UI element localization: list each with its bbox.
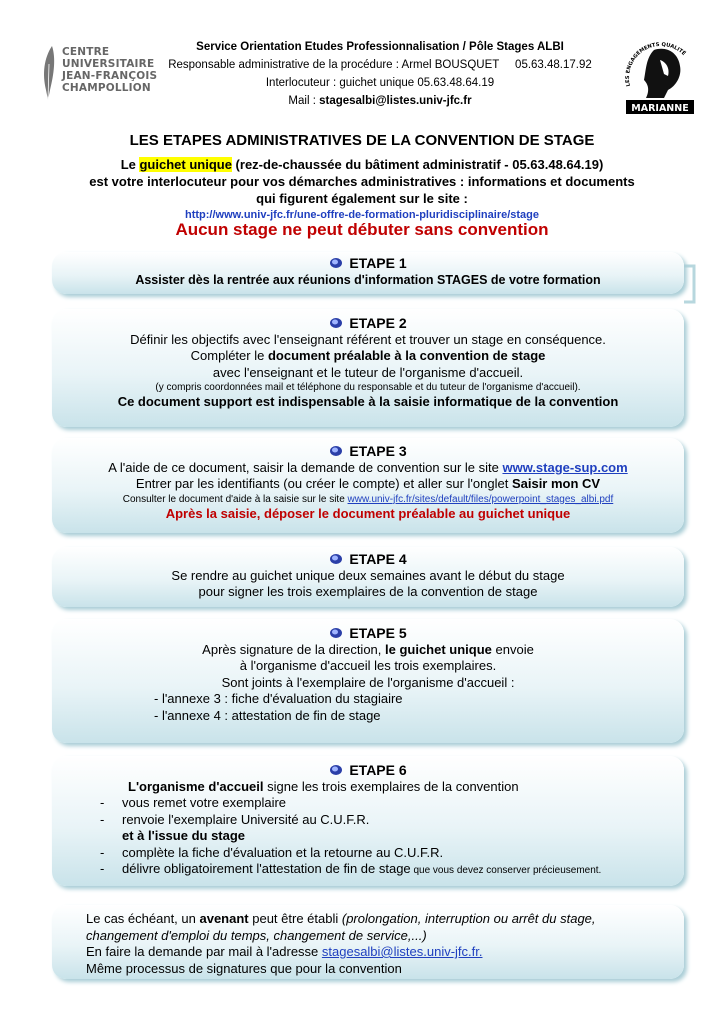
stage-sup-link[interactable]: www.stage-sup.com <box>502 459 628 475</box>
avenant-box <box>52 905 684 979</box>
mail-line <box>150 92 610 110</box>
step-3-line3-pre: Consulter le document d'aide à la saisie sur le site <box>122 493 348 505</box>
list-item: - vous remet votre exemplaire <box>100 795 287 810</box>
step-3-title: ETAPE 3 <box>349 443 407 459</box>
powerpoint-link[interactable]: www.univ-jfc.fr/sites/default/files/powerpoint_stages_albi.pdf <box>347 493 614 505</box>
step-bullet-icon <box>329 553 343 565</box>
avenant-line1-pre: Le cas échéant, un <box>86 911 200 926</box>
list-item: - l'annexe 4 : attestation de fin de stage <box>154 707 381 723</box>
step-1-heading <box>52 255 684 272</box>
marianne-logo <box>620 40 700 116</box>
list-item: - complète la fiche d'évaluation et la retourne au C.U.F.R. <box>100 844 444 860</box>
step-6-heading <box>52 762 684 779</box>
header <box>150 38 610 110</box>
guichet-highlight: guichet unique <box>139 157 232 172</box>
step-2-line2-bold: document préalable à la convention de stage <box>267 348 546 363</box>
warning-text: Aucun stage ne peut débuter sans convention <box>175 220 549 239</box>
intro-rest: (rez-de-chaussée du bâtiment administratif - 05.63.48.64.19) <box>231 157 604 172</box>
step-1-title: ETAPE 1 <box>349 255 407 271</box>
list-item: - délivre obligatoirement l'attestation de fin de stage que vous devez conserver précieusement. <box>100 861 602 876</box>
list-item-text: complète la fiche d'évaluation et la retourne au C.U.F.R. <box>122 844 444 860</box>
step-5-heading <box>52 625 684 642</box>
site-link[interactable]: http://www.univ-jfc.fr/une-offre-de-formation-pluridisciplinaire/stage <box>184 209 540 221</box>
intro-line3: qui figurent également sur le site : <box>256 191 468 206</box>
list-item-text: délivre obligatoirement l'attestation de fin de stage <box>122 861 411 876</box>
step-2-title: ETAPE 2 <box>349 315 407 331</box>
list-item-text: renvoie l'exemplaire Université au C.U.F.R. <box>122 811 370 827</box>
step-2-line1: Définir les objectifs avec l'enseignant référent et trouver un stage en conséquence. <box>130 331 606 347</box>
marianne-arc-text: LES ENGAGEMENTS QUALITÉ <box>624 41 687 87</box>
step-6-line1-bold: L'organisme d'accueil <box>128 778 264 794</box>
logo-text <box>62 46 157 94</box>
avenant-bold: avenant <box>199 911 249 926</box>
intro <box>30 156 694 224</box>
logo-line: UNIVERSITAIRE <box>62 58 155 70</box>
step-3-heading <box>52 443 684 460</box>
step-2-line2-pre: Compléter le <box>190 348 268 363</box>
step-2-line5: Ce document support est indispensable à la saisie informatique de la convention <box>117 394 619 409</box>
step-5-line1-post: envoie <box>491 641 534 657</box>
step-bullet-icon <box>329 627 343 639</box>
step-bullet-icon <box>329 257 343 269</box>
step-3-line1-pre: A l'aide de ce document, saisir la demande de convention sur le site <box>108 459 503 475</box>
step-4-heading <box>52 551 684 568</box>
intro-pre: Le <box>120 157 140 172</box>
step-4-title: ETAPE 4 <box>349 551 407 567</box>
avenant-line1-italic: (prolongation, interruption ou arrêt du stage, <box>341 911 596 926</box>
intro-line2: est votre interlocuteur pour vos démarches administratives : informations et documents <box>89 174 635 189</box>
list-item: - l'annexe 3 : fiche d'évaluation du stagiaire <box>154 691 403 706</box>
step-3-line4: Après la saisie, déposer le document préalable au guichet unique <box>165 505 571 521</box>
step-3-line3 <box>52 493 684 506</box>
step-2-line4: (y compris coordonnées mail et téléphone du responsable et du tuteur de l'organisme d'accueil). <box>155 382 581 393</box>
step-bullet-icon <box>329 764 343 776</box>
avenant-mail-link[interactable]: stagesalbi@listes.univ-jfc.fr. <box>321 944 483 959</box>
avenant-line1 <box>52 911 684 928</box>
step-3-line2-pre: Entrer par les identifiants (ou créer le compte) et aller sur l'onglet <box>135 476 512 491</box>
logo-line: CENTRE <box>62 46 110 58</box>
step-2-line2 <box>52 348 684 365</box>
mail-address[interactable]: stagesalbi@listes.univ-jfc.fr <box>319 95 472 107</box>
list-item: - renvoie l'exemplaire Université au C.U.F.R. <box>100 811 370 827</box>
step-3-line2-bold: Saisir mon CV <box>511 476 601 491</box>
step-5-title: ETAPE 5 <box>349 625 407 641</box>
step-6-box <box>52 756 684 886</box>
step-6-sub: et à l'issue du stage <box>122 828 246 843</box>
connector-decoration <box>684 262 698 306</box>
step-4-line2: pour signer les trois exemplaires de la convention de stage <box>198 584 538 599</box>
step-5-list <box>52 691 684 724</box>
step-1-box <box>52 252 684 294</box>
marianne-name: MARIANNE <box>631 103 689 114</box>
step-5-box <box>52 619 684 743</box>
step-3-line1 <box>52 460 684 477</box>
avenant-line3-pre: En faire la demande par mail à l'adresse <box>86 944 322 959</box>
step-6-line1 <box>52 779 684 796</box>
step-1-text: Assister dès la rentrée aux réunions d'information STAGES de votre formation <box>135 272 601 287</box>
step-5-line3: Sont joints à l'exemplaire de l'organisme d'accueil : <box>221 674 515 690</box>
step-2-heading <box>52 315 684 332</box>
list-item-text: vous remet votre exemplaire <box>122 795 287 810</box>
step-2-box <box>52 309 684 427</box>
avenant-line2-italic: changement d'emploi du temps, changement de service,...) <box>86 927 427 943</box>
service-name: Service Orientation Etudes Professionnalisation / Pôle Stages ALBI <box>196 41 564 53</box>
logo-line: CHAMPOLLION <box>62 82 151 94</box>
interlocuteur: Interlocuteur : guichet unique 05.63.48.64.19 <box>265 77 495 89</box>
marianne-icon <box>620 40 700 116</box>
list-item-small: que vous devez conserver précieusement. <box>410 865 602 876</box>
avenant-line3 <box>52 944 684 961</box>
step-5-line1-pre: Après signature de la direction, <box>202 641 385 657</box>
step-6-list <box>52 795 684 878</box>
step-5-line1-bold: le guichet unique <box>385 641 492 657</box>
step-6-title: ETAPE 6 <box>349 762 407 778</box>
intro-line1 <box>30 156 694 173</box>
avenant-line4: Même processus de signatures que pour la convention <box>86 960 402 976</box>
step-5-line1 <box>52 642 684 659</box>
step-2-line3: avec l'enseignant et le tuteur de l'organisme d'accueil. <box>212 364 524 380</box>
step-5-line2: à l'organisme d'accueil les trois exemplaires. <box>239 658 497 673</box>
step-3-line2 <box>52 476 684 493</box>
step-6-line1-post: signe les trois exemplaires de la convention <box>263 778 519 794</box>
mail-label: Mail : <box>288 95 320 107</box>
step-bullet-icon <box>329 317 343 329</box>
step-4-box <box>52 547 684 607</box>
responsable: Responsable administrative de la procédure : Armel BOUSQUET 05.63.48.17.92 <box>168 59 592 71</box>
logo-line: JEAN-FRANÇOIS <box>62 70 158 82</box>
step-4-line1: Se rendre au guichet unique deux semaines avant le début du stage <box>171 567 565 583</box>
page-title: LES ETAPES ADMINISTRATIVES DE LA CONVENTION DE STAGE <box>129 132 595 149</box>
quill-icon <box>40 44 60 102</box>
step-3-box <box>52 438 684 533</box>
step-bullet-icon <box>329 445 343 457</box>
avenant-line2 <box>52 928 684 945</box>
avenant-line1-post: peut être établi <box>248 911 342 926</box>
